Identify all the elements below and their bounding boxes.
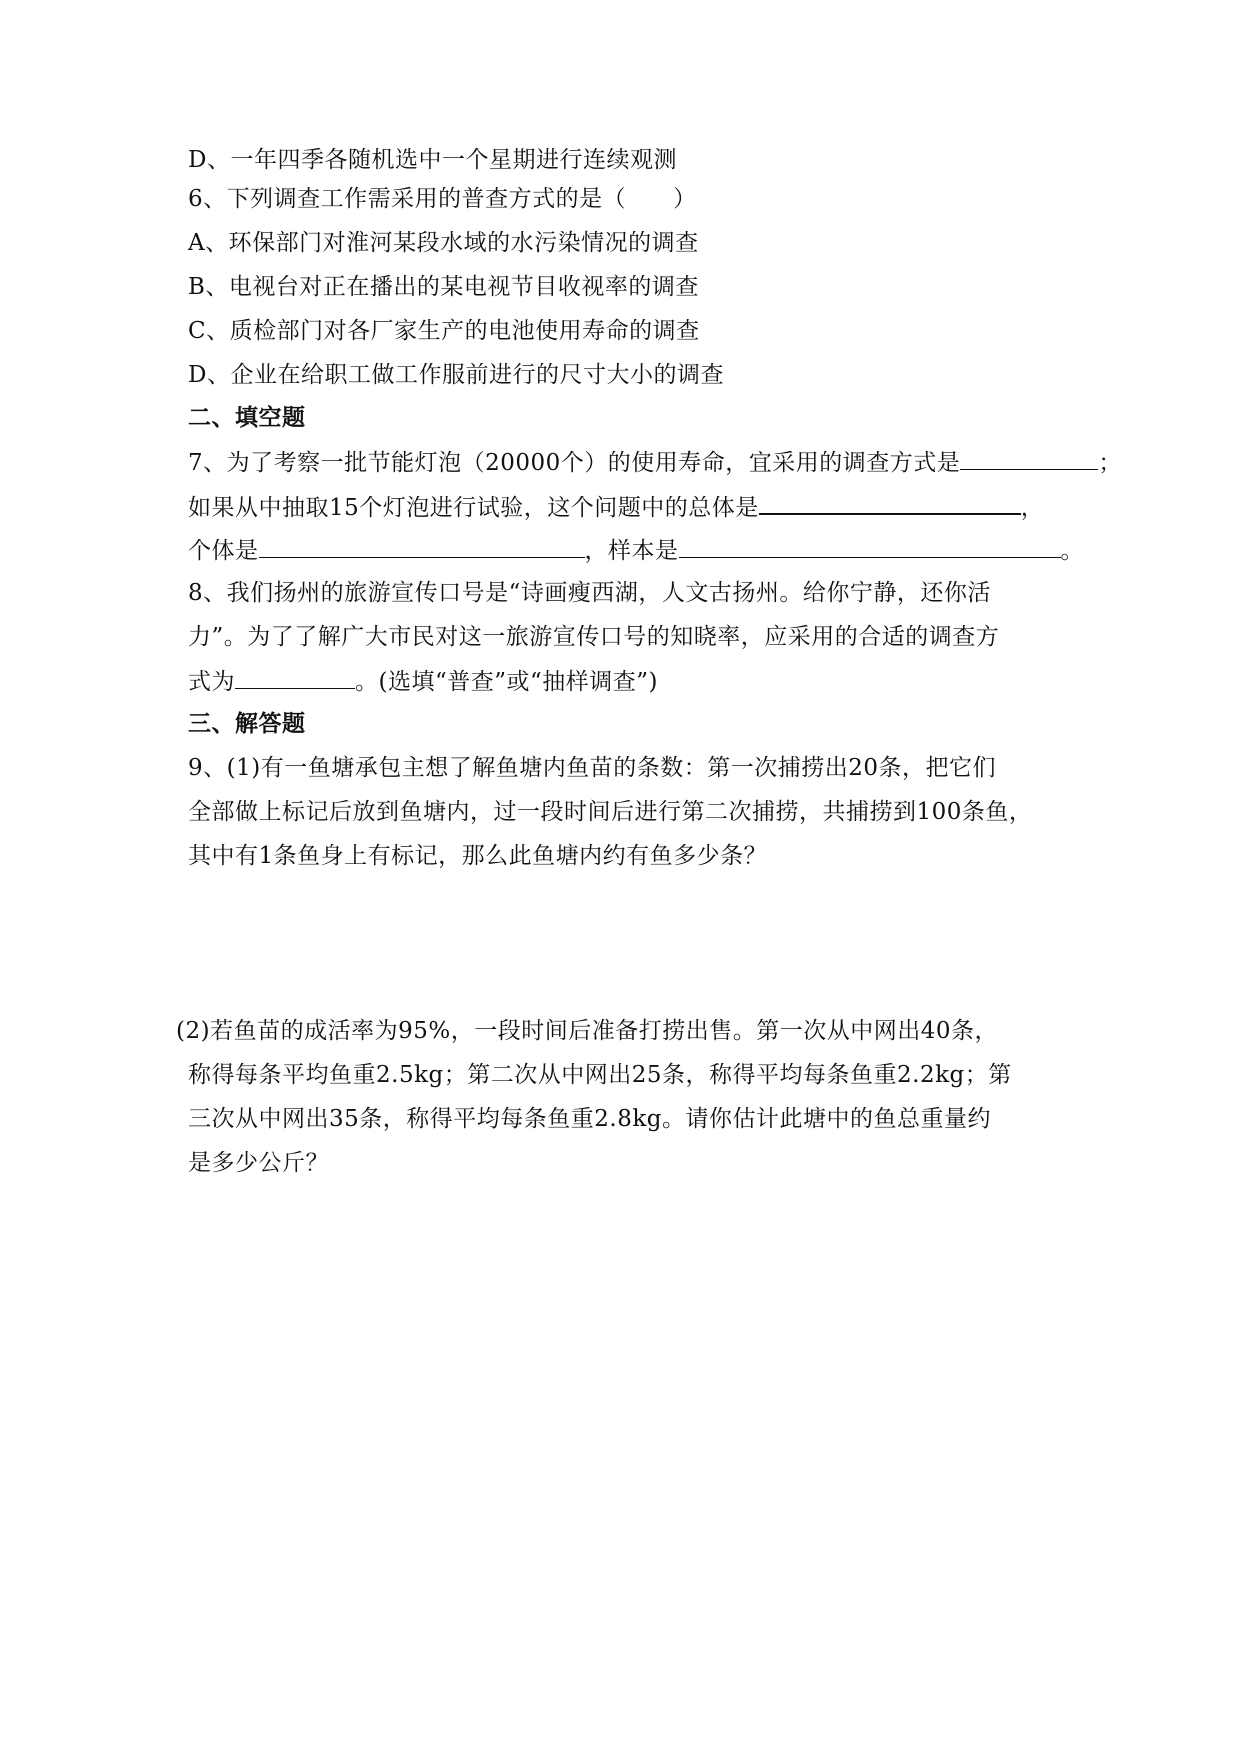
q7-line-1-end: ； xyxy=(1098,450,1122,476)
q6-option-b: B、电视台对正在播出的某电视节目收视率的调查 xyxy=(188,274,699,300)
q8-blank-survey-method[interactable] xyxy=(235,666,355,689)
q6-stem: 6、下列调查工作需采用的普查方式的是（ ） xyxy=(188,186,697,212)
q7-line-1 xyxy=(188,447,1122,478)
q9-part2-line-4: 是多少公斤？ xyxy=(188,1150,329,1176)
q6-option-c: C、质检部门对各厂家生产的电池使用寿命的调查 xyxy=(188,318,700,344)
q8-line-3-end: 。(选填“普查”或“抽样调查”) xyxy=(355,669,658,695)
q7-line-2 xyxy=(188,491,1044,523)
q9-part2-line-2: 称得每条平均鱼重2.5kg；第二次从中网出25条，称得平均每条鱼重2.2kg；第 xyxy=(188,1062,1012,1088)
section-fill-in-title: 二、填空题 xyxy=(188,405,306,431)
q7-blank-population[interactable] xyxy=(759,491,1021,515)
q7-blank-individual[interactable] xyxy=(259,535,585,558)
q8-line-1: 8、我们扬州的旅游宣传口号是“诗画瘦西湖，人文古扬州。给你宁静，还你活 xyxy=(188,580,991,606)
q8-line-3 xyxy=(188,666,658,697)
q7-line-3 xyxy=(188,535,1084,566)
q9-part2-line-1: (2)若鱼苗的成活率为95%，一段时间后准备打捞出售。第一次从中网出40条， xyxy=(176,1018,998,1044)
q7-blank-survey-method[interactable] xyxy=(960,447,1098,470)
q9-part1-line-2: 全部做上标记后放到鱼塘内，过一段时间后进行第二次捕捞，共捕捞到100条鱼， xyxy=(188,799,1033,825)
q7-line-2-text: 如果从中抽取15个灯泡进行试验，这个问题中的总体是 xyxy=(188,495,759,521)
q7-line-3-text-a: 个体是 xyxy=(188,538,259,564)
q7-blank-sample[interactable] xyxy=(679,535,1061,558)
q5-option-d: D、一年四季各随机选中一个星期进行连续观测 xyxy=(188,147,677,173)
q7-line-2-end: ， xyxy=(1020,495,1045,521)
q9-part2-line-3: 三次从中网出35条，称得平均每条鱼重2.8kg。请你估计此塘中的鱼总重量约 xyxy=(188,1106,992,1132)
q7-line-3-text-b: ，样本是 xyxy=(584,538,679,564)
q8-line-3-text: 式为 xyxy=(188,669,235,695)
q6-option-a: A、环保部门对淮河某段水域的水污染情况的调查 xyxy=(188,230,699,256)
q8-line-2: 力”。为了了解广大市民对这一旅游宣传口号的知晓率，应采用的合适的调查方 xyxy=(188,624,1000,650)
q9-part1-line-1: 9、(1)有一鱼塘承包主想了解鱼塘内鱼苗的条数：第一次捕捞出20条，把它们 xyxy=(188,755,996,781)
section-answer-title: 三、解答题 xyxy=(188,711,306,737)
q9-part1-line-3: 其中有1条鱼身上有标记，那么此鱼塘内约有鱼多少条？ xyxy=(188,843,768,869)
q6-option-d: D、企业在给职工做工作服前进行的尺寸大小的调查 xyxy=(188,362,724,388)
q7-line-3-end: 。 xyxy=(1060,538,1084,564)
q7-line-1-text: 7、为了考察一批节能灯泡（20000个）的使用寿命，宜采用的调查方式是 xyxy=(188,450,961,476)
